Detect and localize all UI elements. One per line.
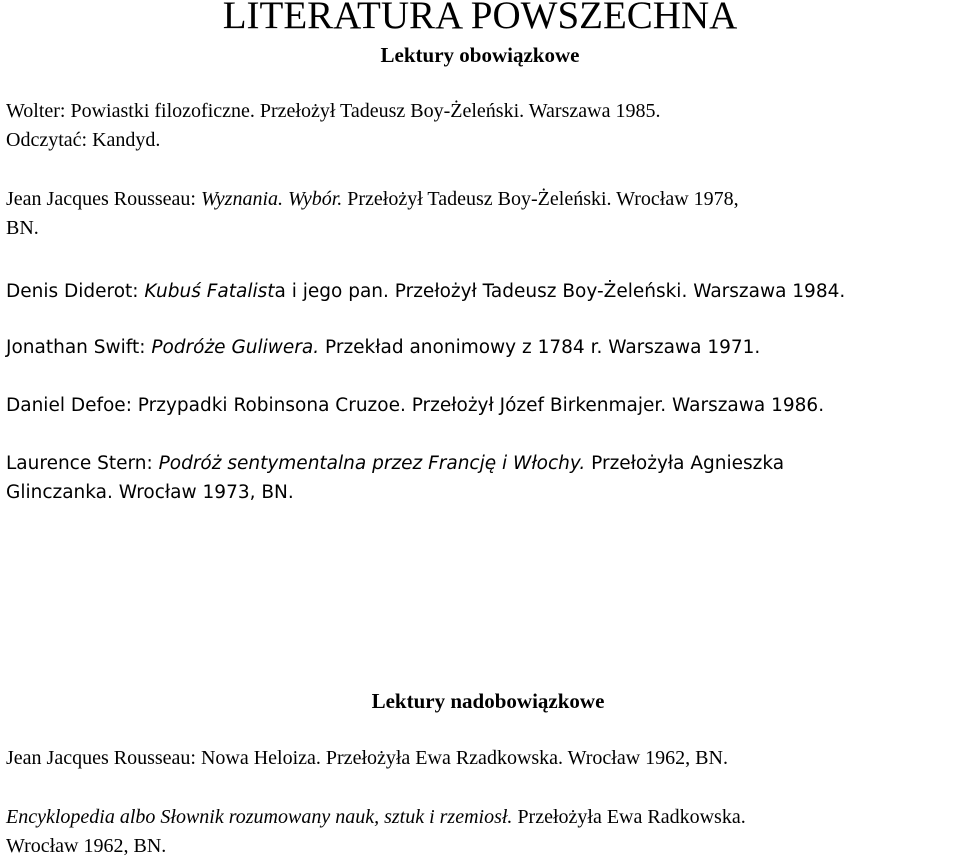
optional-readings-heading: Lektury nadobowiązkowe [371,689,605,713]
entry-rousseau-line1 [6,185,739,214]
entry-voltaire-line1: Wolter: Powiastki filozoficzne. Przełożył Tadeusz Boy-Żeleński. Warszawa 1985. [6,100,661,122]
entry-encyclopedia-line1 [6,803,746,832]
entry-voltaire [6,97,660,155]
entry-sterne [6,449,784,507]
entry-sterne-details: Przełożyła Agnieszka [585,453,785,474]
entry-encyclopedia-details: Przełożyła Ewa Radkowska. [512,806,746,828]
entry-heloise-line1: Jean Jacques Rousseau: Nowa Heloiza. Przełożyła Ewa Rzadkowska. Wrocław 1962, BN. [6,747,728,769]
entry-sterne-line1 [6,449,784,478]
entry-rousseau-author: Jean Jacques Rousseau: [6,188,201,210]
entry-sterne-author: Laurence Stern: [6,453,159,474]
entry-diderot-work: Kubuś Fatalist [144,281,275,302]
entry-diderot-author: Denis Diderot: [6,281,145,302]
entry-rousseau-details: Przełożył Tadeusz Boy-Żeleński. Wrocław 1978, [342,188,739,210]
page-title: LITERATURA POWSZECHNA [222,0,738,37]
entry-swift-details: Przekład anonimowy z 1784 r. Warszawa 1971. [319,337,761,358]
entry-encyclopedia-line2: Wrocław 1962, BN. [6,835,167,857]
entry-swift-line1 [6,333,760,362]
entry-diderot [6,277,845,306]
entry-rousseau [6,185,739,243]
entry-rousseau-line2: BN. [6,217,39,239]
entry-diderot-details: a i jego pan. Przełożył Tadeusz Boy-Żeleński. Warszawa 1984. [274,281,846,302]
entry-rousseau-work: Wyznania. Wybór. [200,188,343,210]
entry-diderot-line1 [6,277,845,306]
entry-heloise [6,744,728,773]
entry-sterne-line2: Glinczanka. Wrocław 1973, BN. [6,482,294,503]
entry-encyclopedia-work: Encyklopedia albo Słownik rozumowany nauk, sztuk i rzemiosł. [6,806,513,828]
entry-encyclopedia [6,803,746,861]
entry-swift-work: Podróże Guliwera. [151,337,320,358]
entry-swift [6,333,760,362]
entry-defoe-line1: Daniel Defoe: Przypadki Robinsona Cruzoe. Przełożył Józef Birkenmajer. Warszawa 1986. [6,395,825,416]
entry-swift-author: Jonathan Swift: [6,337,152,358]
entry-defoe [6,391,824,420]
entry-sterne-work: Podróż sentymentalna przez Francję i Włochy. [158,453,586,474]
entry-voltaire-line2: Odczytać: Kandyd. [6,129,161,151]
required-readings-heading: Lektury obowiązkowe [380,43,580,67]
